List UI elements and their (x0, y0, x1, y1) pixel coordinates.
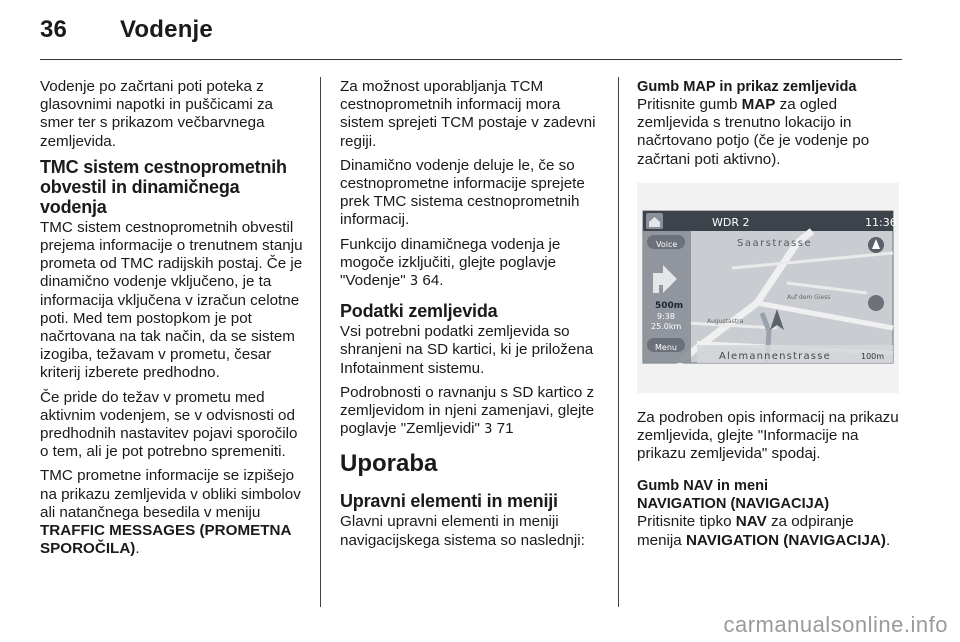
button-name-nav: NAV (735, 513, 767, 531)
text-span: Podrobnosti o ravnanju s SD kartico z zemljevidom in njeni zamenjavi, glejte poglavje "Zemljevidi" (340, 383, 595, 438)
remaining-distance: 25.0km (651, 321, 682, 331)
station-name: WDR 2 (712, 215, 750, 229)
text-span: 64. (418, 272, 444, 290)
sd-card-paragraph: Vsi potrebni podatki zemljevida so shranjeni na SD kartici, ki je priložena Infotainment sistemu. (340, 323, 594, 377)
voice-button[interactable]: Voice (656, 239, 678, 249)
text-span: Funkcijo dinamičnega vodenja je mogoče izključiti, glejte poglavje "Vodenje" (340, 235, 561, 290)
map-button-paragraph (637, 96, 899, 169)
map-info-paragraph: Za podroben opis informacij na prikazu zemljevida, glejte "Informacije na prikazu zemljevida" spodaj. (637, 408, 899, 463)
street-name-bottom: Alemannenstrasse (719, 350, 831, 362)
traffic-problem-paragraph: Če pride do težav v prometu med aktivnim vodenjem, se v odvisnosti od predhodnih nastavitev pojavi sporočilo o tem, ali je pot potrebno spremeniti. (40, 388, 298, 461)
heading-nav-button-1: Gumb NAV in meni (637, 478, 769, 495)
navigation-screenshot (637, 183, 899, 393)
street-name-left: Augustastra (707, 317, 744, 325)
watermark: carmanualsonline.info (723, 612, 948, 637)
page-ref-icon: 3 (484, 422, 493, 438)
button-name-map: MAP (741, 96, 776, 113)
text-span: za odpiranje menija (637, 513, 854, 549)
page-ref-icon: 3 (409, 274, 419, 290)
street-name-mid: Auf dem Giess (787, 293, 831, 301)
text-span: TMC prometne informacije se izpišejo na prikazu zemljevida v obliki simbolov ali natančnega besedila v meniju (40, 467, 301, 521)
menu-name-traffic-messages: TRAFFIC MESSAGES (PROMETNA SPOROČILA) (40, 522, 291, 558)
text-span: . (885, 531, 891, 549)
text-span: Pritisnite tipko (637, 513, 736, 531)
clock: 11:36 (865, 215, 897, 229)
map-scale: 100m (861, 351, 885, 361)
tmc-reception-paragraph: Za možnost uporabljanja TCM cestnoprometnih informacij mora sistem sprejeti TCM postaje v zadevni regiji. (340, 78, 596, 150)
heading-tmc: TMC sistem cestnoprometnih obvestil in dinamičnega vodenja (40, 156, 287, 217)
heading-controls: Upravni elementi in meniji (340, 491, 558, 512)
controls-paragraph: Glavni upravni elementi in meniji navigacijskega sistema so naslednji: (340, 513, 585, 549)
page-header (40, 16, 213, 44)
page-title: Vodenje (120, 16, 213, 43)
menu-button[interactable]: Menu (655, 342, 677, 352)
dynamic-guidance-paragraph: Dinamično vodenje deluje le, če so cestnoprometne informacije sprejete prek TMC sistema cestnoprometnih informacij. (340, 156, 585, 229)
sd-card-details-paragraph (340, 384, 608, 440)
text-span: 71 (492, 420, 514, 438)
heading-map-button: Gumb MAP in prikaz zemljevida (637, 79, 857, 95)
disable-guidance-paragraph (340, 236, 608, 292)
intro-paragraph: Vodenje po začrtani poti poteka z glasovnimi napotki in puščicami za smer ter s prikazom večbarvnega zemljevida. (40, 78, 273, 150)
heading-map-data: Podatki zemljevida (340, 301, 498, 322)
tmc-paragraph: TMC sistem cestnoprometnih obvestil prejema informacije o trenutnem stanju prometa od TMC radijskih postaj. Če je dinamično vodenje vključeno, je ta informacija vključena v izračun celotne poti. Med tem postopkom je pot načrtovana na tak način, da se sistem izogiba, težavam v prometu, česar kriterij izberete predhodno. (40, 218, 303, 382)
column-divider (618, 77, 619, 607)
header-rule (40, 59, 902, 60)
menu-name-navigation: NAVIGATION (NAVIGACIJA) (685, 531, 886, 549)
tmc-display-paragraph (40, 467, 308, 558)
arrival-time: 9:38 (657, 311, 675, 321)
text-span: . (135, 540, 140, 558)
column-left (40, 78, 308, 564)
page-number: 36 (40, 16, 68, 43)
turn-distance: 500m (655, 300, 684, 311)
nav-button-paragraph (637, 513, 899, 549)
heading-operation: Uporaba (340, 450, 438, 478)
column-divider (320, 77, 321, 607)
column-middle (340, 78, 608, 556)
column-right (637, 78, 899, 556)
heading-nav-button-2: NAVIGATION (NAVIGACIJA) (637, 496, 830, 513)
text-span: Pritisnite gumb (637, 96, 742, 113)
street-name-top: Saarstrasse (737, 237, 813, 249)
text-span: za ogled zemljevida s trenutno lokacijo in načrtovano potjo (če je vodenje po začrtani poti aktivno). (637, 96, 870, 168)
